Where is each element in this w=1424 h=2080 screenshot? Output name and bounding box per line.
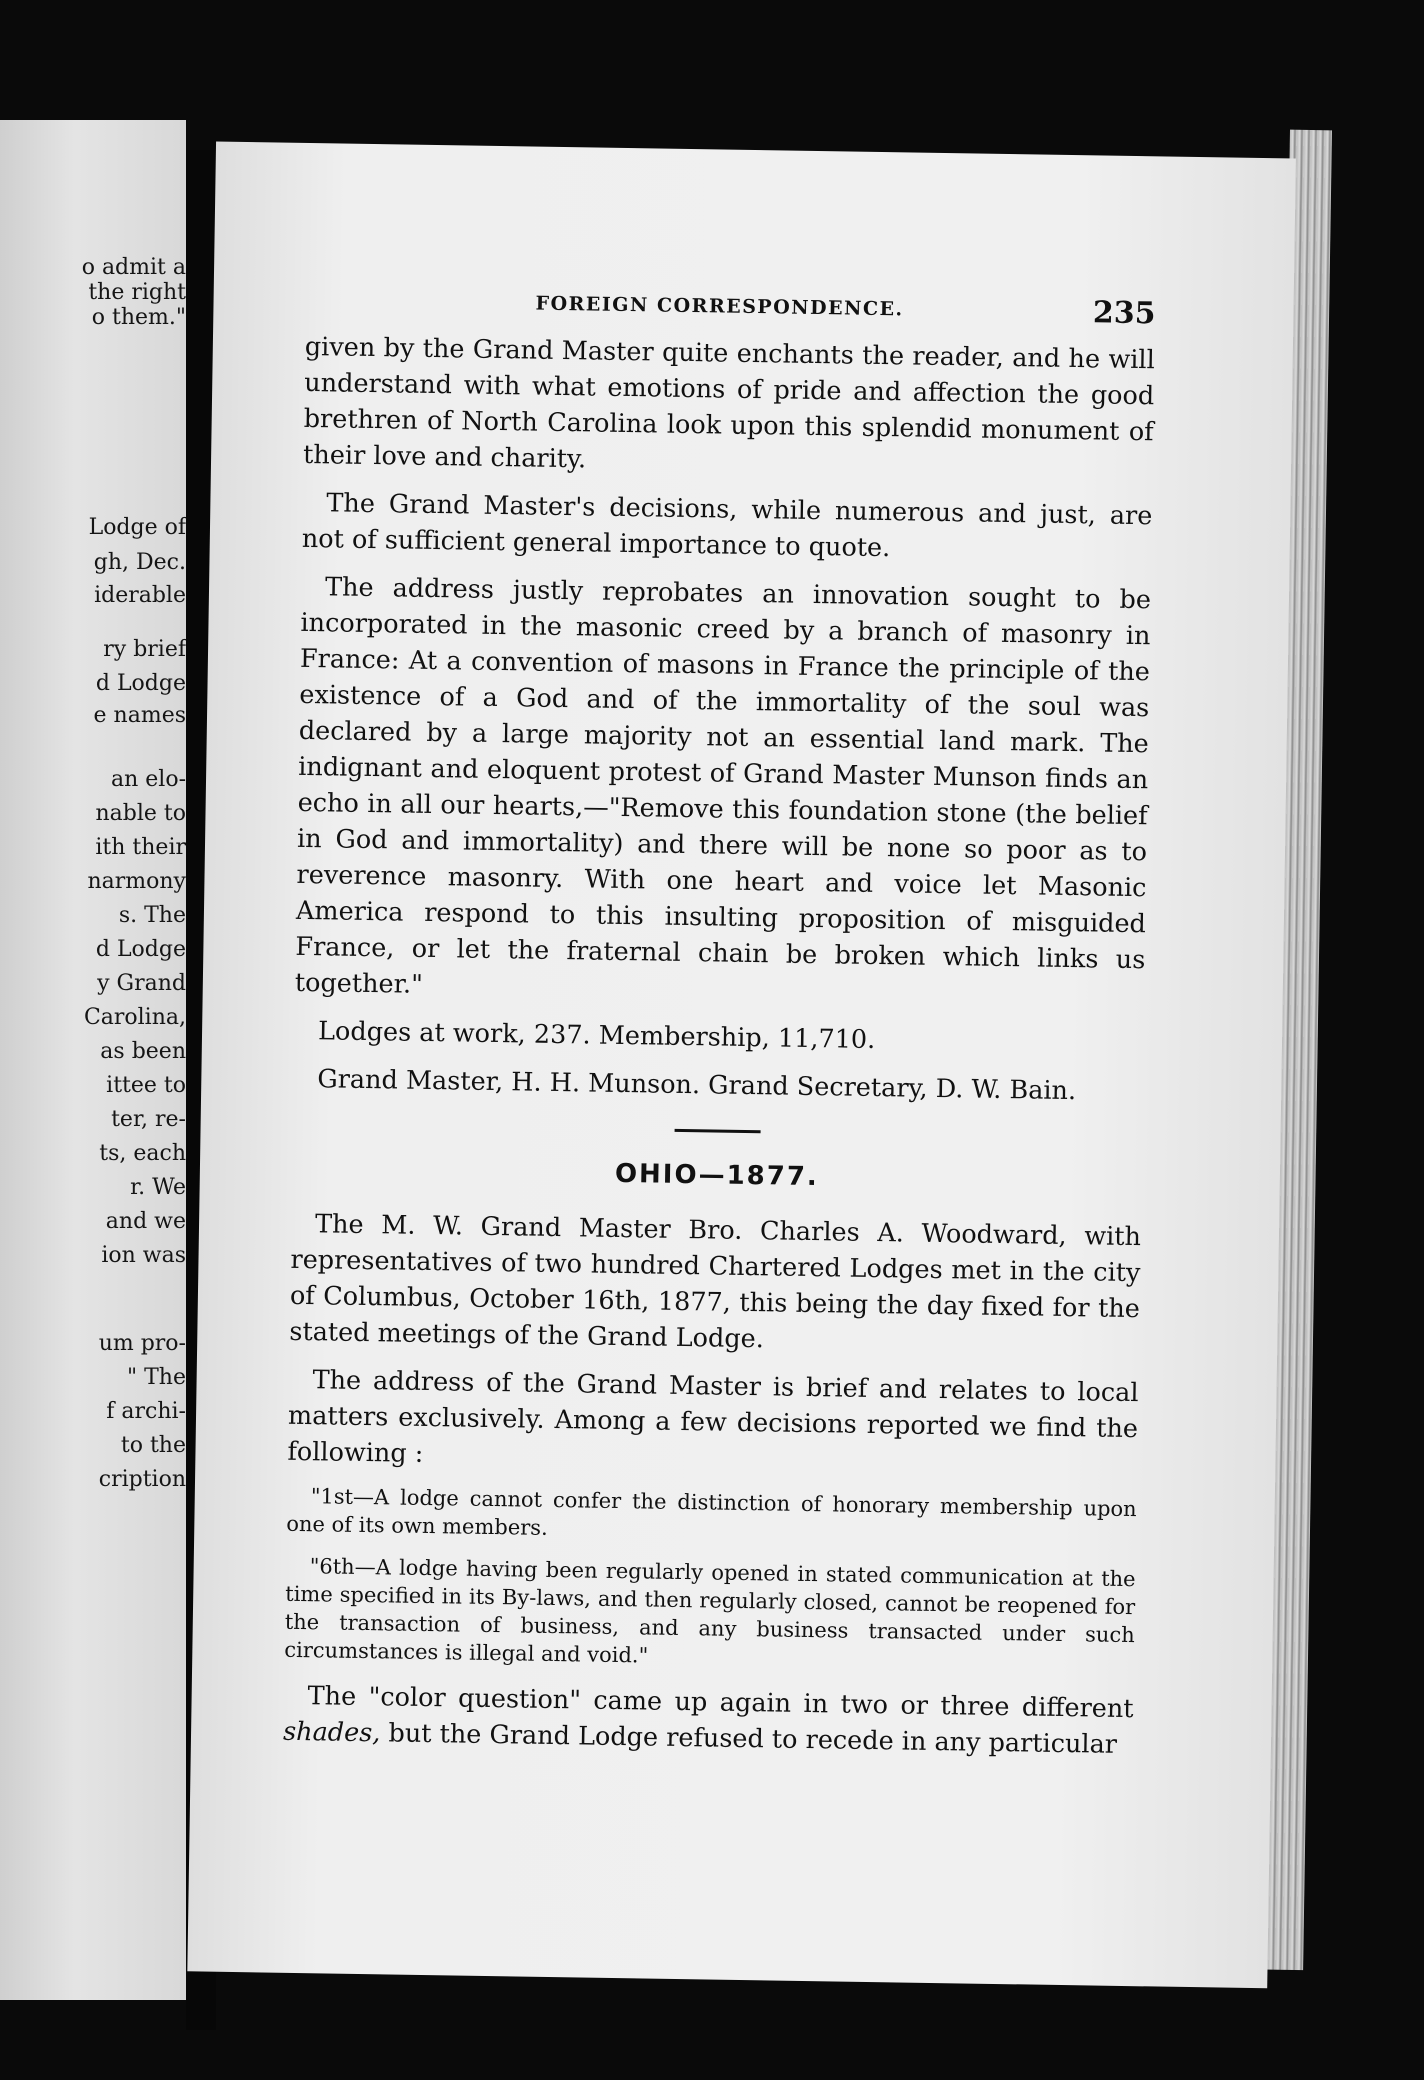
italic-word: shades, bbox=[282, 1716, 381, 1749]
left-page-text-fragment: ittee to bbox=[106, 1073, 186, 1098]
block-quote: "1st—A lodge cannot confer the distinction of honorary membership upon one of its own members. bbox=[286, 1484, 1137, 1540]
page-content bbox=[283, 283, 1156, 1775]
left-page-text-fragment: ith their bbox=[95, 835, 186, 860]
left-page-text-fragment: f archi- bbox=[106, 1399, 186, 1424]
paragraph bbox=[283, 1678, 1134, 1763]
statistics-line: Lodges at work, 237. Membership, 11,710. bbox=[317, 1016, 876, 1055]
left-page-text-fragment: d Lodge bbox=[95, 937, 186, 962]
left-page-text-fragment: e names bbox=[93, 703, 186, 728]
paragraph: The M. W. Grand Master Bro. Charles A. Woodward, with representatives of two hundred Chartered Lodges met in the city of Columbus, October 16th, 1877, this being the day fixed for the stated meetings of the Grand Lodge. bbox=[289, 1209, 1142, 1355]
left-page-text-fragment: an elo- bbox=[110, 767, 186, 792]
left-page-text-fragment: nable to bbox=[95, 801, 186, 826]
paragraph: The address justly reprobates an innovation sought to be incorporated in the masonic creed by a branch of masonry in France: At a convention of masons in France the principle of the existence of a God and of the immortality of the soul was declared by a large majority not an essential land mark. The indignant and eloquent protest of Grand Master Munson finds an echo in all our hearts,—"Remove this foundation stone (the belief in God and immortality) and there will be none so poor as to reverence masonry. With one heart and voice let Masonic America respond to this insulting proposition of misguided France, or let the fraternal chain be broken which links us together." bbox=[294, 572, 1152, 1000]
paragraph: The address of the Grand Master is brief and relates to local matters exclusively. Among a few decisions reported we find the following : bbox=[287, 1365, 1139, 1469]
left-page-text-fragment: um pro- bbox=[98, 1331, 186, 1356]
left-page-text-fragment: the right bbox=[88, 280, 186, 305]
running-head bbox=[305, 283, 1156, 336]
left-page-text-fragment: o admit a bbox=[81, 255, 186, 280]
section-divider bbox=[675, 1129, 761, 1133]
paragraph: given by the Grand Master quite enchants the reader, and he will understand with what emotions of pride and affection the good brethren of North Carolina look upon this splendid monument of their love and charity. bbox=[302, 331, 1155, 475]
running-title: FOREIGN CORRESPONDENCE. bbox=[535, 292, 904, 321]
paragraph-text: but the Grand Lodge refused to recede in any particular bbox=[380, 1718, 1118, 1760]
left-page-text-fragment: d Lodge bbox=[95, 671, 186, 696]
page-number: 235 bbox=[1092, 295, 1156, 332]
left-page-text-fragment: ion was bbox=[101, 1243, 186, 1268]
left-page-text-fragment: s. The bbox=[118, 903, 186, 928]
left-page-text-fragment: o them." bbox=[91, 305, 186, 330]
paragraph: The Grand Master's decisions, while numerous and just, are not of sufficient general importance to quote. bbox=[301, 488, 1153, 564]
book-page bbox=[187, 142, 1296, 1989]
left-page-text-fragment: " The bbox=[127, 1365, 186, 1390]
left-page-text-fragment: to the bbox=[120, 1433, 186, 1458]
section-heading: OHIO—1877. bbox=[614, 1158, 820, 1193]
left-page-text-fragment: ter, re- bbox=[111, 1107, 186, 1132]
left-page-text-fragment: narmony bbox=[87, 869, 186, 894]
left-page-text-fragment: as been bbox=[100, 1039, 186, 1064]
left-page-text-fragment: gh, Dec. bbox=[93, 550, 186, 575]
left-page-text-fragment: iderable bbox=[94, 583, 186, 608]
left-facing-page bbox=[0, 120, 186, 2000]
left-page-text-fragment: Carolina, bbox=[83, 1005, 186, 1030]
block-quote: "6th—A lodge having been regularly opened in stated communication at the time specified in its By-laws, and then regularly closed, cannot be reopened for the transaction of business, and any business transacted under such circumstances is illegal and void." bbox=[284, 1554, 1136, 1668]
left-page-text-fragment: cription bbox=[98, 1467, 186, 1492]
left-page-text-fragment: r. We bbox=[130, 1175, 186, 1200]
left-page-text-fragment: ts, each bbox=[99, 1141, 186, 1166]
left-page-text-fragment: and we bbox=[105, 1209, 186, 1234]
paragraph-text: The "color question" came up again in two or three different bbox=[307, 1681, 1134, 1725]
officers-line: Grand Master, H. H. Munson. Grand Secretary, D. W. Bain. bbox=[317, 1064, 1077, 1107]
left-page-text-fragment: ry brief bbox=[103, 637, 186, 662]
left-page-text-fragment: Lodge of bbox=[88, 515, 186, 540]
left-page-text-fragment: y Grand bbox=[97, 971, 186, 996]
